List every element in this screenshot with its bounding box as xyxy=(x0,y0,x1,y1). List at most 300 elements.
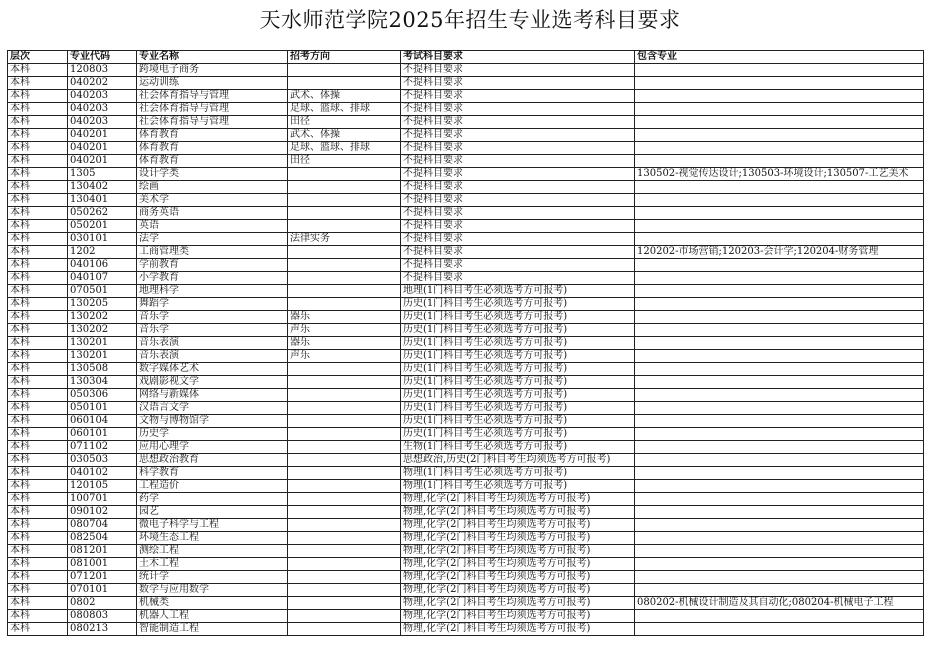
cell-major-name: 应用心理学 xyxy=(137,441,288,454)
cell-subject-requirement: 思想政治,历史(2门科目考生均须选考方可报考) xyxy=(401,454,635,467)
cell-included-majors xyxy=(635,103,924,116)
table-row xyxy=(8,272,924,285)
cell-included-majors xyxy=(635,584,924,597)
cell-major-code: 130205 xyxy=(68,298,137,311)
cell-subject-requirement: 历史(1门科目考生必须选考方可报考) xyxy=(401,337,635,350)
cell-included-majors xyxy=(635,623,924,636)
cell-direction xyxy=(288,441,401,454)
cell-direction: 声乐 xyxy=(288,350,401,363)
cell-level: 本科 xyxy=(8,363,68,376)
cell-level: 本科 xyxy=(8,441,68,454)
cell-included-majors: 080202-机械设计制造及其自动化;080204-机械电子工程 xyxy=(635,597,924,610)
cell-direction: 田径 xyxy=(288,116,401,129)
cell-major-code: 081001 xyxy=(68,558,137,571)
cell-direction xyxy=(288,519,401,532)
cell-major-name: 微电子科学与工程 xyxy=(137,519,288,532)
cell-major-name: 美术学 xyxy=(137,194,288,207)
cell-subject-requirement: 不提科目要求 xyxy=(401,259,635,272)
table-row xyxy=(8,415,924,428)
cell-subject-requirement: 不提科目要求 xyxy=(401,90,635,103)
table-row xyxy=(8,493,924,506)
header-major-code: 专业代码 xyxy=(68,51,137,64)
cell-direction xyxy=(288,493,401,506)
cell-direction xyxy=(288,389,401,402)
cell-subject-requirement: 不提科目要求 xyxy=(401,246,635,259)
cell-major-name: 数学与应用数学 xyxy=(137,584,288,597)
cell-major-code: 1305 xyxy=(68,168,137,181)
cell-level: 本科 xyxy=(8,519,68,532)
cell-major-code: 100701 xyxy=(68,493,137,506)
cell-major-code: 060104 xyxy=(68,415,137,428)
cell-included-majors xyxy=(635,259,924,272)
cell-included-majors xyxy=(635,363,924,376)
cell-subject-requirement: 历史(1门科目考生必须选考方可报考) xyxy=(401,363,635,376)
cell-major-code: 130402 xyxy=(68,181,137,194)
cell-major-name: 文物与博物馆学 xyxy=(137,415,288,428)
cell-major-code: 040107 xyxy=(68,272,137,285)
cell-direction xyxy=(288,584,401,597)
cell-direction xyxy=(288,298,401,311)
cell-level: 本科 xyxy=(8,415,68,428)
cell-included-majors xyxy=(635,142,924,155)
cell-major-name: 测绘工程 xyxy=(137,545,288,558)
cell-major-name: 园艺 xyxy=(137,506,288,519)
table-row xyxy=(8,428,924,441)
cell-subject-requirement: 不提科目要求 xyxy=(401,168,635,181)
cell-major-code: 070101 xyxy=(68,584,137,597)
cell-included-majors xyxy=(635,90,924,103)
table-row xyxy=(8,220,924,233)
cell-major-code: 040106 xyxy=(68,259,137,272)
table-row xyxy=(8,532,924,545)
cell-direction: 器乐 xyxy=(288,337,401,350)
cell-included-majors: 120202-市场营销;120203-会计学;120204-财务管理 xyxy=(635,246,924,259)
cell-major-code: 040102 xyxy=(68,467,137,480)
cell-major-code: 082504 xyxy=(68,532,137,545)
table-row xyxy=(8,64,924,77)
cell-included-majors xyxy=(635,545,924,558)
cell-subject-requirement: 历史(1门科目考生必须选考方可报考) xyxy=(401,311,635,324)
table-row xyxy=(8,298,924,311)
table-row xyxy=(8,584,924,597)
cell-major-code: 050262 xyxy=(68,207,137,220)
cell-major-code: 030503 xyxy=(68,454,137,467)
cell-major-name: 汉语言文学 xyxy=(137,402,288,415)
cell-major-code: 071201 xyxy=(68,571,137,584)
cell-direction xyxy=(288,194,401,207)
cell-major-code: 050306 xyxy=(68,389,137,402)
cell-direction: 足球、篮球、排球 xyxy=(288,142,401,155)
table-row xyxy=(8,337,924,350)
table-row xyxy=(8,610,924,623)
cell-direction: 声乐 xyxy=(288,324,401,337)
cell-major-code: 130201 xyxy=(68,350,137,363)
header-major-name: 专业名称 xyxy=(137,51,288,64)
header-subject-requirement: 考试科目要求 xyxy=(401,51,635,64)
cell-major-name: 商务英语 xyxy=(137,207,288,220)
cell-level: 本科 xyxy=(8,376,68,389)
table-body xyxy=(8,64,924,636)
cell-subject-requirement: 不提科目要求 xyxy=(401,207,635,220)
cell-direction xyxy=(288,480,401,493)
cell-subject-requirement: 历史(1门科目考生必须选考方可报考) xyxy=(401,402,635,415)
cell-direction xyxy=(288,454,401,467)
cell-major-name: 药学 xyxy=(137,493,288,506)
requirements-table xyxy=(7,50,924,636)
table-row xyxy=(8,441,924,454)
cell-included-majors xyxy=(635,441,924,454)
cell-level: 本科 xyxy=(8,610,68,623)
cell-level: 本科 xyxy=(8,259,68,272)
cell-direction: 足球、篮球、排球 xyxy=(288,103,401,116)
cell-major-code: 050201 xyxy=(68,220,137,233)
cell-level: 本科 xyxy=(8,623,68,636)
cell-subject-requirement: 历史(1门科目考生必须选考方可报考) xyxy=(401,428,635,441)
cell-included-majors xyxy=(635,493,924,506)
table-row xyxy=(8,571,924,584)
cell-subject-requirement: 不提科目要求 xyxy=(401,220,635,233)
cell-included-majors xyxy=(635,194,924,207)
cell-level: 本科 xyxy=(8,454,68,467)
table-row xyxy=(8,129,924,142)
cell-direction xyxy=(288,77,401,90)
cell-major-code: 130304 xyxy=(68,376,137,389)
cell-major-name: 科学教育 xyxy=(137,467,288,480)
table-row xyxy=(8,311,924,324)
cell-subject-requirement: 历史(1门科目考生必须选考方可报考) xyxy=(401,350,635,363)
cell-level: 本科 xyxy=(8,298,68,311)
table-row xyxy=(8,181,924,194)
cell-direction xyxy=(288,467,401,480)
cell-major-code: 120105 xyxy=(68,480,137,493)
cell-included-majors xyxy=(635,467,924,480)
cell-subject-requirement: 物理,化学(2门科目考生均须选考方可报考) xyxy=(401,506,635,519)
table-row xyxy=(8,376,924,389)
cell-major-name: 戏剧影视文学 xyxy=(137,376,288,389)
cell-level: 本科 xyxy=(8,584,68,597)
cell-major-name: 设计学类 xyxy=(137,168,288,181)
cell-major-code: 040201 xyxy=(68,155,137,168)
table-row xyxy=(8,207,924,220)
cell-level: 本科 xyxy=(8,402,68,415)
cell-major-code: 070501 xyxy=(68,285,137,298)
cell-major-name: 跨境电子商务 xyxy=(137,64,288,77)
cell-included-majors xyxy=(635,220,924,233)
cell-major-name: 体育教育 xyxy=(137,142,288,155)
cell-direction xyxy=(288,272,401,285)
cell-direction xyxy=(288,545,401,558)
cell-major-code: 080803 xyxy=(68,610,137,623)
cell-major-code: 040202 xyxy=(68,77,137,90)
cell-major-name: 学前教育 xyxy=(137,259,288,272)
cell-major-code: 130508 xyxy=(68,363,137,376)
cell-major-name: 音乐表演 xyxy=(137,337,288,350)
header-direction: 招考方向 xyxy=(288,51,401,64)
cell-major-name: 环境生态工程 xyxy=(137,532,288,545)
cell-direction xyxy=(288,64,401,77)
cell-included-majors xyxy=(635,532,924,545)
table-header-row xyxy=(8,51,924,64)
cell-major-name: 音乐表演 xyxy=(137,350,288,363)
cell-major-code: 130202 xyxy=(68,311,137,324)
cell-major-code: 080213 xyxy=(68,623,137,636)
cell-subject-requirement: 地理(1门科目考生必须选考方可报考) xyxy=(401,285,635,298)
cell-included-majors xyxy=(635,389,924,402)
cell-major-code: 040201 xyxy=(68,129,137,142)
cell-direction xyxy=(288,558,401,571)
cell-direction xyxy=(288,623,401,636)
table-row xyxy=(8,467,924,480)
cell-direction xyxy=(288,415,401,428)
cell-included-majors xyxy=(635,376,924,389)
cell-included-majors xyxy=(635,519,924,532)
cell-level: 本科 xyxy=(8,142,68,155)
cell-major-name: 机器人工程 xyxy=(137,610,288,623)
cell-major-code: 071102 xyxy=(68,441,137,454)
cell-direction xyxy=(288,597,401,610)
cell-subject-requirement: 历史(1门科目考生必须选考方可报考) xyxy=(401,389,635,402)
cell-subject-requirement: 物理,化学(2门科目考生均须选考方可报考) xyxy=(401,519,635,532)
cell-major-code: 090102 xyxy=(68,506,137,519)
table-row xyxy=(8,168,924,181)
table-row xyxy=(8,506,924,519)
cell-included-majors xyxy=(635,454,924,467)
cell-direction: 田径 xyxy=(288,155,401,168)
cell-level: 本科 xyxy=(8,129,68,142)
table-row xyxy=(8,363,924,376)
table-row xyxy=(8,246,924,259)
cell-direction xyxy=(288,259,401,272)
table-row xyxy=(8,480,924,493)
cell-included-majors xyxy=(635,571,924,584)
cell-direction xyxy=(288,246,401,259)
cell-major-code: 130201 xyxy=(68,337,137,350)
cell-level: 本科 xyxy=(8,155,68,168)
cell-major-name: 网络与新媒体 xyxy=(137,389,288,402)
cell-direction xyxy=(288,610,401,623)
cell-level: 本科 xyxy=(8,350,68,363)
table-row xyxy=(8,155,924,168)
cell-subject-requirement: 不提科目要求 xyxy=(401,181,635,194)
cell-level: 本科 xyxy=(8,103,68,116)
cell-direction xyxy=(288,571,401,584)
cell-level: 本科 xyxy=(8,480,68,493)
cell-subject-requirement: 不提科目要求 xyxy=(401,129,635,142)
cell-subject-requirement: 不提科目要求 xyxy=(401,233,635,246)
cell-included-majors xyxy=(635,285,924,298)
cell-included-majors xyxy=(635,480,924,493)
cell-level: 本科 xyxy=(8,467,68,480)
cell-included-majors xyxy=(635,155,924,168)
cell-level: 本科 xyxy=(8,220,68,233)
cell-subject-requirement: 生物(1门科目考生必须选考方可报考) xyxy=(401,441,635,454)
cell-level: 本科 xyxy=(8,207,68,220)
cell-direction: 法律实务 xyxy=(288,233,401,246)
table-row xyxy=(8,233,924,246)
table-row xyxy=(8,103,924,116)
cell-included-majors xyxy=(635,116,924,129)
cell-direction xyxy=(288,402,401,415)
cell-included-majors xyxy=(635,558,924,571)
cell-included-majors xyxy=(635,337,924,350)
cell-major-code: 0802 xyxy=(68,597,137,610)
cell-major-name: 土木工程 xyxy=(137,558,288,571)
table-row xyxy=(8,116,924,129)
cell-major-name: 小学教育 xyxy=(137,272,288,285)
cell-included-majors xyxy=(635,415,924,428)
cell-included-majors xyxy=(635,298,924,311)
cell-included-majors xyxy=(635,506,924,519)
table-row xyxy=(8,259,924,272)
cell-subject-requirement: 物理,化学(2门科目考生均须选考方可报考) xyxy=(401,493,635,506)
table-row xyxy=(8,194,924,207)
cell-major-code: 040203 xyxy=(68,116,137,129)
table-row xyxy=(8,545,924,558)
table-row xyxy=(8,285,924,298)
cell-direction xyxy=(288,363,401,376)
cell-direction xyxy=(288,181,401,194)
table-row xyxy=(8,142,924,155)
cell-level: 本科 xyxy=(8,272,68,285)
cell-level: 本科 xyxy=(8,116,68,129)
table-row xyxy=(8,90,924,103)
table-row xyxy=(8,350,924,363)
page-title: 天水师范学院2025年招生专业选考科目要求 xyxy=(259,8,681,32)
cell-included-majors xyxy=(635,324,924,337)
cell-level: 本科 xyxy=(8,532,68,545)
cell-included-majors xyxy=(635,350,924,363)
cell-direction xyxy=(288,376,401,389)
cell-major-name: 社会体育指导与管理 xyxy=(137,116,288,129)
cell-major-name: 社会体育指导与管理 xyxy=(137,90,288,103)
cell-direction: 器乐 xyxy=(288,311,401,324)
cell-level: 本科 xyxy=(8,389,68,402)
cell-major-code: 120803 xyxy=(68,64,137,77)
cell-major-code: 130202 xyxy=(68,324,137,337)
cell-subject-requirement: 不提科目要求 xyxy=(401,142,635,155)
cell-subject-requirement: 不提科目要求 xyxy=(401,103,635,116)
cell-level: 本科 xyxy=(8,311,68,324)
cell-major-code: 1202 xyxy=(68,246,137,259)
cell-included-majors xyxy=(635,233,924,246)
cell-level: 本科 xyxy=(8,571,68,584)
cell-level: 本科 xyxy=(8,64,68,77)
cell-subject-requirement: 不提科目要求 xyxy=(401,155,635,168)
cell-subject-requirement: 不提科目要求 xyxy=(401,77,635,90)
cell-major-code: 081201 xyxy=(68,545,137,558)
cell-direction xyxy=(288,207,401,220)
cell-included-majors xyxy=(635,181,924,194)
cell-included-majors xyxy=(635,428,924,441)
cell-level: 本科 xyxy=(8,246,68,259)
cell-direction xyxy=(288,220,401,233)
table-row xyxy=(8,597,924,610)
cell-direction xyxy=(288,168,401,181)
cell-major-name: 思想政治教育 xyxy=(137,454,288,467)
cell-subject-requirement: 不提科目要求 xyxy=(401,272,635,285)
cell-subject-requirement: 物理,化学(2门科目考生均须选考方可报考) xyxy=(401,545,635,558)
cell-included-majors xyxy=(635,77,924,90)
cell-subject-requirement: 不提科目要求 xyxy=(401,116,635,129)
cell-subject-requirement: 物理,化学(2门科目考生均须选考方可报考) xyxy=(401,532,635,545)
cell-included-majors: 130502-视觉传达设计;130503-环境设计;130507-工艺美术 xyxy=(635,168,924,181)
cell-level: 本科 xyxy=(8,324,68,337)
cell-direction: 武术、体操 xyxy=(288,90,401,103)
cell-level: 本科 xyxy=(8,285,68,298)
cell-subject-requirement: 历史(1门科目考生必须选考方可报考) xyxy=(401,324,635,337)
cell-major-name: 数字媒体艺术 xyxy=(137,363,288,376)
header-included-majors: 包含专业 xyxy=(635,51,924,64)
cell-included-majors xyxy=(635,207,924,220)
table-row xyxy=(8,558,924,571)
cell-subject-requirement: 物理,化学(2门科目考生均须选考方可报考) xyxy=(401,558,635,571)
cell-major-name: 智能制造工程 xyxy=(137,623,288,636)
cell-level: 本科 xyxy=(8,233,68,246)
cell-direction xyxy=(288,506,401,519)
cell-direction: 武术、体操 xyxy=(288,129,401,142)
cell-direction xyxy=(288,285,401,298)
cell-major-name: 运动训练 xyxy=(137,77,288,90)
table-row xyxy=(8,402,924,415)
cell-major-code: 130401 xyxy=(68,194,137,207)
cell-major-name: 历史学 xyxy=(137,428,288,441)
cell-subject-requirement: 物理,化学(2门科目考生均须选考方可报考) xyxy=(401,623,635,636)
cell-major-name: 工商管理类 xyxy=(137,246,288,259)
cell-major-name: 机械类 xyxy=(137,597,288,610)
cell-level: 本科 xyxy=(8,77,68,90)
cell-major-name: 英语 xyxy=(137,220,288,233)
cell-major-code: 080704 xyxy=(68,519,137,532)
cell-subject-requirement: 物理(1门科目考生必须选考方可报考) xyxy=(401,467,635,480)
cell-major-name: 音乐学 xyxy=(137,324,288,337)
cell-subject-requirement: 物理,化学(2门科目考生均须选考方可报考) xyxy=(401,597,635,610)
cell-included-majors xyxy=(635,610,924,623)
cell-subject-requirement: 历史(1门科目考生必须选考方可报考) xyxy=(401,415,635,428)
table-row xyxy=(8,623,924,636)
table-row xyxy=(8,389,924,402)
cell-major-name: 体育教育 xyxy=(137,155,288,168)
cell-level: 本科 xyxy=(8,168,68,181)
cell-included-majors xyxy=(635,311,924,324)
cell-included-majors xyxy=(635,402,924,415)
cell-level: 本科 xyxy=(8,428,68,441)
cell-major-code: 040201 xyxy=(68,142,137,155)
cell-level: 本科 xyxy=(8,181,68,194)
cell-level: 本科 xyxy=(8,597,68,610)
cell-included-majors xyxy=(635,272,924,285)
cell-subject-requirement: 历史(1门科目考生必须选考方可报考) xyxy=(401,376,635,389)
cell-major-code: 040203 xyxy=(68,90,137,103)
cell-subject-requirement: 物理(1门科目考生必须选考方可报考) xyxy=(401,480,635,493)
cell-level: 本科 xyxy=(8,558,68,571)
cell-level: 本科 xyxy=(8,493,68,506)
cell-direction xyxy=(288,532,401,545)
cell-major-name: 法学 xyxy=(137,233,288,246)
cell-major-name: 工程造价 xyxy=(137,480,288,493)
cell-level: 本科 xyxy=(8,337,68,350)
cell-level: 本科 xyxy=(8,506,68,519)
cell-major-code: 060101 xyxy=(68,428,137,441)
cell-included-majors xyxy=(635,64,924,77)
table-row xyxy=(8,454,924,467)
table-row xyxy=(8,77,924,90)
table-row xyxy=(8,519,924,532)
cell-level: 本科 xyxy=(8,545,68,558)
cell-major-name: 舞蹈学 xyxy=(137,298,288,311)
cell-subject-requirement: 物理,化学(2门科目考生均须选考方可报考) xyxy=(401,584,635,597)
cell-included-majors xyxy=(635,129,924,142)
cell-major-name: 地理科学 xyxy=(137,285,288,298)
